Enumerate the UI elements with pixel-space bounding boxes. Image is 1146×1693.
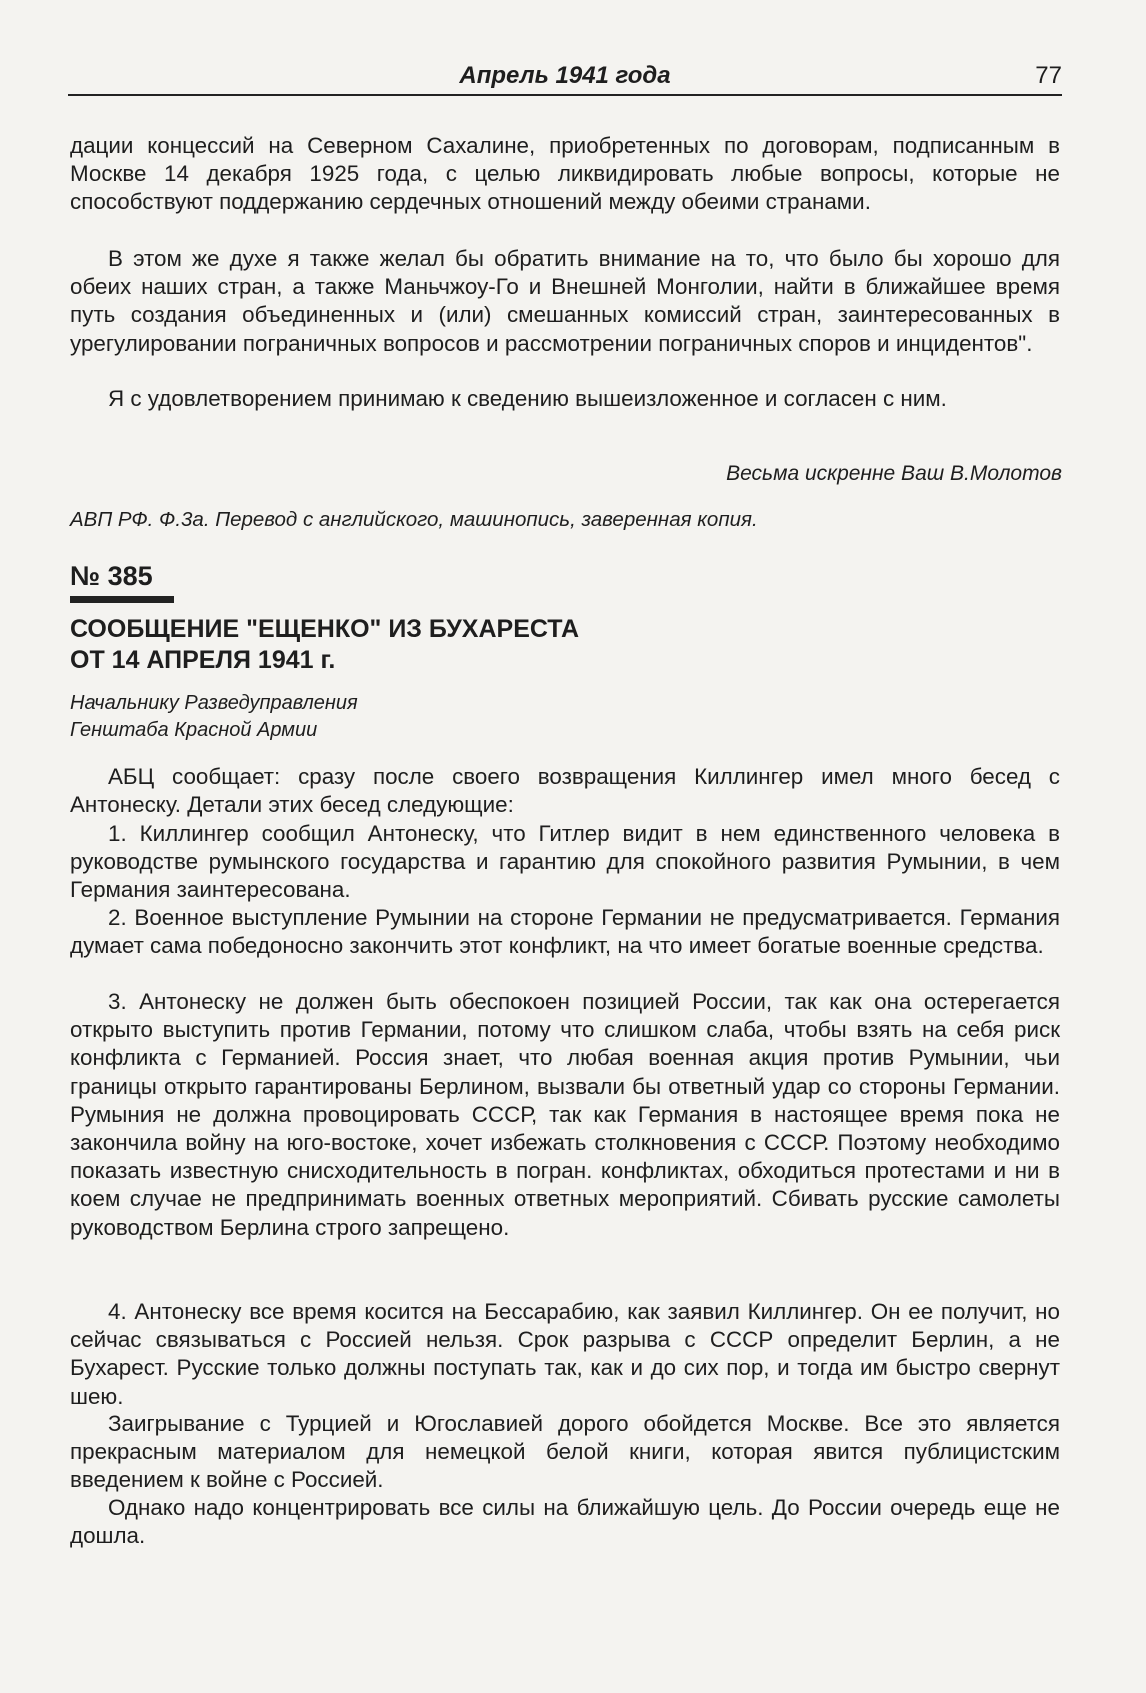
body-paragraph-7: Однако надо концентрировать все силы на ближайшую цель. До России очередь еще не дошла. [70, 1495, 1060, 1549]
intro-paragraph-1: дации концессий на Северном Сахалине, приобретенных по договорам, подписанным в Москве 14 декабря 1925 года, с целью ликвидировать любые вопросы, которые не способствуют поддержанию сердечных отношений между обеими странами. [70, 133, 1060, 215]
addressee-line-2: Генштаба Красной Армии [70, 719, 318, 741]
body-paragraph-4: 3. Антонеску не должен быть обеспокоен позицией России, так как она остерегается открыто выступить против Германии, потому что слишком слаба, чтобы взять на себя риск конфликта с Германией. Россия знает, что любая военная акция против Румынии, чьи границы открыто гарантированы Берлином, вызвали бы ответный удар со стороны Германии. Румыния не должна провоцировать СССР, так как Германия в настоящее время пока не закончила войну на юго-востоке, хочет избежать столкновения с СССР. Поэтому необходимо показать известную снисходительность в погран. конфликтах, обходиться протестами и ни в коем случае не предпринимать военных ответных мероприятий. Сбивать русские самолеты руководством Берлина строго запрещено. [70, 989, 1060, 1240]
document-title-line-1: СООБЩЕНИЕ "ЕЩЕНКО" ИЗ БУХАРЕСТА [70, 615, 580, 643]
document-title-line-2: ОТ 14 АПРЕЛЯ 1941 г. [70, 646, 336, 674]
archive-note: АВП РФ. Ф.3а. Перевод с английского, машинопись, заверенная копия. [70, 508, 758, 531]
signature: Весьма искренне Ваш В.Молотов [726, 462, 1062, 485]
document-number-rule [70, 596, 174, 603]
running-header [68, 60, 1062, 96]
body-paragraph-1: АБЦ сообщает: сразу после своего возвращения Киллингер имел много бесед с Антонеску. Детали этих бесед следующие: [70, 764, 1060, 818]
intro-paragraph-2: В этом же духе я также желал бы обратить внимание на то, что было бы хорошо для обеих наших стран, а также Маньчжоу-Го и Внешней Монголии, найти в ближайшее время путь создания объединенных и (или) смешанных комиссий стран, заинтересованных в урегулировании пограничных вопросов и рассмотрении пограничных споров и инцидентов". [70, 246, 1060, 356]
body-paragraph-2: 1. Киллингер сообщил Антонеску, что Гитлер видит в нем единственного человека в руководстве румынского государства и гарантию для спокойного развития Румынии, в чем Германия заинтересована. [70, 821, 1060, 903]
addressee [70, 690, 358, 744]
body-paragraph-3: 2. Военное выступление Румынии на стороне Германии не предусматривается. Германия думает сама победоносно закончить этот конфликт, на что имеет богатые военные средства. [70, 905, 1060, 959]
intro-paragraph-3: Я с удовлетворением принимаю к сведению вышеизложенное и согласен с ним. [108, 386, 947, 411]
running-header-title: Апрель 1941 года [459, 62, 671, 89]
body-paragraph-5: 4. Антонеску все время косится на Бессарабию, как заявил Киллингер. Он ее получит, но сейчас связываться с Россией нельзя. Срок разрыва с СССР определит Берлин, а не Бухарест. Русские только должны поступать так, как и до сих пор, и тогда им быстро свернут шею. [70, 1299, 1060, 1409]
document-number: № 385 [70, 561, 153, 591]
body-paragraph-6: Заигрывание с Турцией и Югославией дорого обойдется Москве. Все это является прекрасным материалом для немецкой белой книги, которая явится публицистским введением к войне с Россией. [70, 1411, 1060, 1493]
addressee-line-1: Начальнику Разведуправления [70, 692, 358, 714]
document-title [70, 614, 579, 676]
page-number: 77 [1035, 62, 1062, 89]
